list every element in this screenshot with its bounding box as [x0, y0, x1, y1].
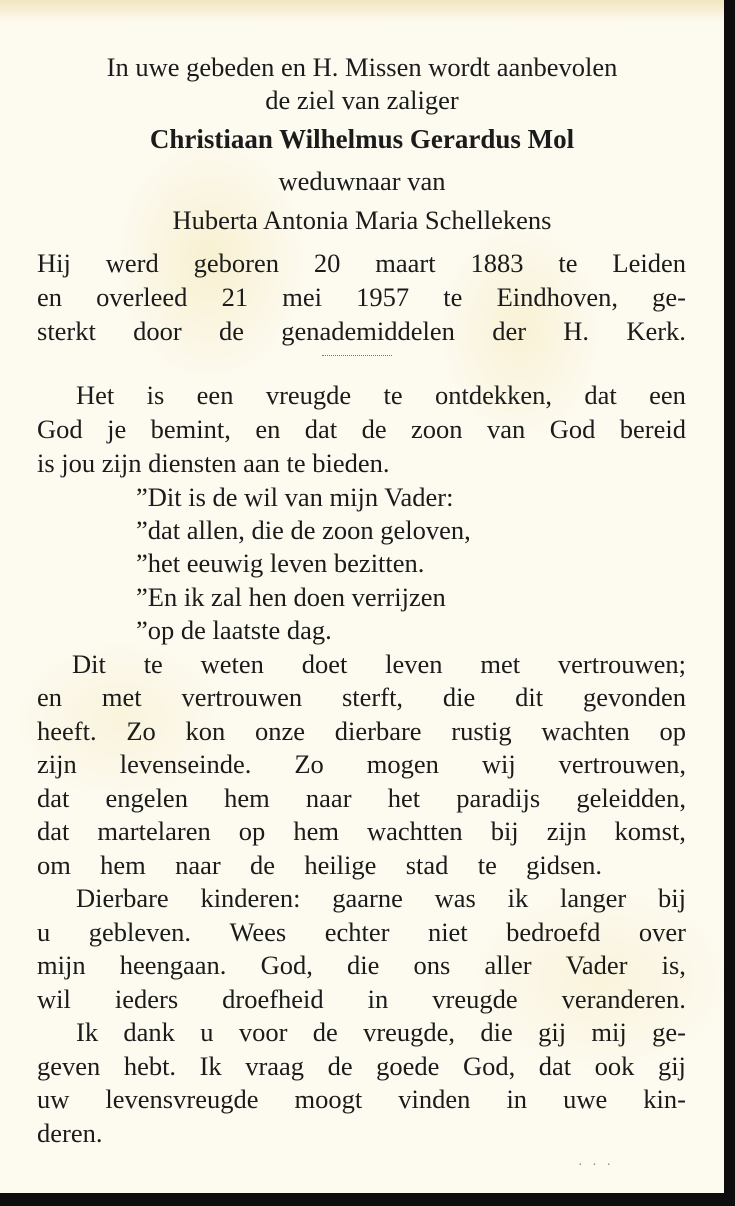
word: dierbare [334, 716, 422, 746]
word: maart [375, 248, 436, 278]
word: God, [260, 950, 313, 980]
deceased-name: Christiaan Wilhelmus Gerardus Mol [149, 124, 575, 154]
word: en [37, 282, 63, 312]
word: is [146, 380, 165, 410]
word: door [133, 316, 182, 346]
paragraph-line [0, 715, 724, 747]
word: Kerk. [626, 316, 686, 346]
word: God [549, 414, 596, 444]
word: dat [584, 380, 617, 410]
paragraph-line [0, 782, 724, 814]
word: bedroefd [506, 917, 601, 947]
word: veranderen. [561, 984, 686, 1014]
word: gebleven. [88, 917, 192, 947]
word: vreugde, [363, 1017, 456, 1047]
word: echter [324, 917, 390, 947]
word: martelaren [97, 816, 211, 846]
word: uw [37, 1084, 70, 1114]
word: met [480, 649, 521, 679]
word: moogt [294, 1084, 363, 1114]
paragraph-line [0, 648, 724, 680]
word: dat [37, 816, 70, 846]
word: de [250, 850, 276, 880]
word: de [361, 414, 387, 444]
paragraph-line [0, 849, 724, 881]
verse-line: ”op de laatste dag. [136, 615, 332, 645]
word: genademiddelen [281, 316, 455, 346]
paragraph-line [0, 1016, 724, 1048]
scan-border-bottom [0, 1193, 735, 1206]
word: over [638, 917, 686, 947]
word: naar [305, 783, 352, 813]
word: het [387, 783, 421, 813]
word: mij [591, 1017, 627, 1047]
word: vreugde [432, 984, 518, 1014]
paragraph-line: is jou zijn diensten aan te bieden. [37, 448, 390, 478]
word: gidsen. [526, 850, 602, 880]
word: uwe [563, 1084, 608, 1114]
verse-line: ”En ik zal hen doen verrijzen [136, 582, 446, 612]
word: wil [37, 984, 71, 1014]
word: ge- [652, 282, 686, 312]
word: dat [538, 1051, 572, 1081]
word: op [238, 816, 266, 846]
word: Zo [294, 749, 324, 779]
word: sterft, [341, 682, 404, 712]
verse-line: ”het eeuwig leven bezitten. [136, 548, 425, 578]
word: vinden [398, 1084, 471, 1114]
word: God [37, 414, 83, 444]
word: weten [200, 649, 264, 679]
word: in [506, 1084, 528, 1114]
word: die [480, 1017, 513, 1047]
paragraph-line [0, 1050, 724, 1082]
word: geleidden, [576, 783, 686, 813]
word: hem [293, 816, 339, 846]
word: bij [490, 816, 519, 846]
word: de [327, 1051, 353, 1081]
word: gij [538, 1017, 567, 1047]
paragraph-line [0, 983, 724, 1015]
word: 1883 [470, 248, 524, 278]
word: dank [123, 1017, 175, 1047]
word: kin- [643, 1084, 686, 1114]
word: gevonden [582, 682, 686, 712]
word: naar [175, 850, 221, 880]
word: dit [515, 682, 544, 712]
word: zoon [411, 414, 463, 444]
word: heengaan. [119, 950, 227, 980]
word: bemint, [150, 414, 231, 444]
word: gij [657, 1051, 686, 1081]
word: zijn [546, 816, 587, 846]
word: Hij [37, 248, 71, 278]
word: bij [657, 883, 686, 913]
word: kon [185, 716, 226, 746]
word: rustig [451, 716, 512, 746]
verse-line: ”dat allen, die de zoon geloven, [136, 515, 471, 545]
paragraph-line [0, 815, 724, 847]
word: in [367, 984, 389, 1014]
word: dat [37, 783, 70, 813]
word: engelen [105, 783, 188, 813]
word: vreugde [265, 380, 352, 410]
word: heilige [304, 850, 377, 880]
word: levensvreugde [105, 1084, 259, 1114]
biography-line [0, 315, 724, 347]
word: 1957 [356, 282, 410, 312]
word: te [383, 380, 403, 410]
word: voor [238, 1017, 288, 1047]
word: wachten [541, 716, 630, 746]
word: werd [105, 248, 159, 278]
word: hem [100, 850, 146, 880]
word: om [37, 850, 71, 880]
word: Dierbare [76, 883, 169, 913]
word: op [659, 716, 686, 746]
word: je [107, 414, 127, 444]
word: sterkt [37, 316, 96, 346]
word: vertrouwen [181, 682, 303, 712]
word: levenseinde. [119, 749, 252, 779]
word: leven [385, 649, 443, 679]
paragraph-line [0, 681, 724, 713]
word: 20 [313, 248, 341, 278]
word: ik [507, 883, 529, 913]
word: van [486, 414, 526, 444]
word: God, [462, 1051, 516, 1081]
word: stad [405, 850, 449, 880]
word: bereid [619, 414, 686, 444]
word: kinderen: [200, 883, 301, 913]
word: 21 [221, 282, 249, 312]
word: komst, [614, 816, 686, 846]
word: die [346, 950, 380, 980]
word: hebt. [123, 1051, 177, 1081]
word: en [37, 682, 63, 712]
word: met [101, 682, 142, 712]
word: wachtten [366, 816, 463, 846]
word: u [37, 917, 51, 947]
word: en [255, 414, 281, 444]
divider [322, 355, 392, 356]
word: die [442, 682, 476, 712]
word: ook [594, 1051, 635, 1081]
word: paradijs [456, 783, 541, 813]
word: Het [76, 380, 115, 410]
paragraph-line [0, 916, 724, 948]
spouse-name: Huberta Antonia Maria Schellekens [172, 205, 552, 235]
header-line-2: de ziel van zaliger [265, 85, 459, 115]
word: mijn [37, 950, 86, 980]
word: u [200, 1017, 214, 1047]
word: heeft. [37, 716, 97, 746]
header-line-1: In uwe gebeden en H. Missen wordt aanbevolen [106, 52, 618, 82]
paragraph-line [0, 949, 724, 981]
verse-line: ”Dit is de wil van mijn Vader: [136, 482, 454, 512]
word: niet [427, 917, 468, 947]
word: Leiden [612, 248, 686, 278]
word: te [558, 248, 578, 278]
word: droefheid [222, 984, 324, 1014]
word: Ik [199, 1051, 222, 1081]
word: geboren [193, 248, 279, 278]
scan-border-right [724, 0, 735, 1206]
word: een [649, 380, 686, 410]
word: Vader [565, 950, 628, 980]
word: doet [301, 649, 348, 679]
word: vraag [245, 1051, 305, 1081]
word: gaarne [332, 883, 403, 913]
word: te [477, 850, 497, 880]
word: zijn [37, 749, 77, 779]
biography-line [0, 281, 724, 313]
word: onze [254, 716, 306, 746]
word: aller [484, 950, 532, 980]
word: een [196, 380, 234, 410]
word: dat [304, 414, 338, 444]
word: was [434, 883, 476, 913]
word: de [218, 316, 244, 346]
word: Eindhoven, [496, 282, 618, 312]
word: mogen [366, 749, 439, 779]
word: mei [282, 282, 322, 312]
print-speck: · · · [578, 1158, 614, 1173]
word: ieders [114, 984, 179, 1014]
word: ontdekken, [435, 380, 553, 410]
word: ge- [652, 1017, 686, 1047]
word: Ik [76, 1017, 99, 1047]
word: geven [37, 1051, 101, 1081]
biography-line [0, 247, 724, 279]
paragraph-line [0, 748, 724, 780]
word: vertrouwen; [557, 649, 686, 679]
word: Wees [229, 917, 287, 947]
word: ons [413, 950, 451, 980]
paragraph-line [0, 1083, 724, 1115]
word: der [492, 316, 527, 346]
word: vertrouwen, [558, 749, 686, 779]
paragraph-line: deren. [37, 1118, 103, 1148]
word: Dit [72, 649, 106, 679]
word: Zo [126, 716, 156, 746]
word: langer [559, 883, 627, 913]
relation-text: weduwnaar van [278, 166, 446, 196]
word: H. [563, 316, 590, 346]
word: goede [376, 1051, 440, 1081]
paragraph-line [0, 413, 724, 445]
word: te [143, 649, 163, 679]
word: overleed [96, 282, 188, 312]
word: de [312, 1017, 338, 1047]
word: hem [224, 783, 270, 813]
paragraph-line [0, 882, 724, 914]
word: is, [661, 950, 686, 980]
word: wij [481, 749, 516, 779]
paragraph-line [0, 379, 724, 411]
word: te [443, 282, 463, 312]
